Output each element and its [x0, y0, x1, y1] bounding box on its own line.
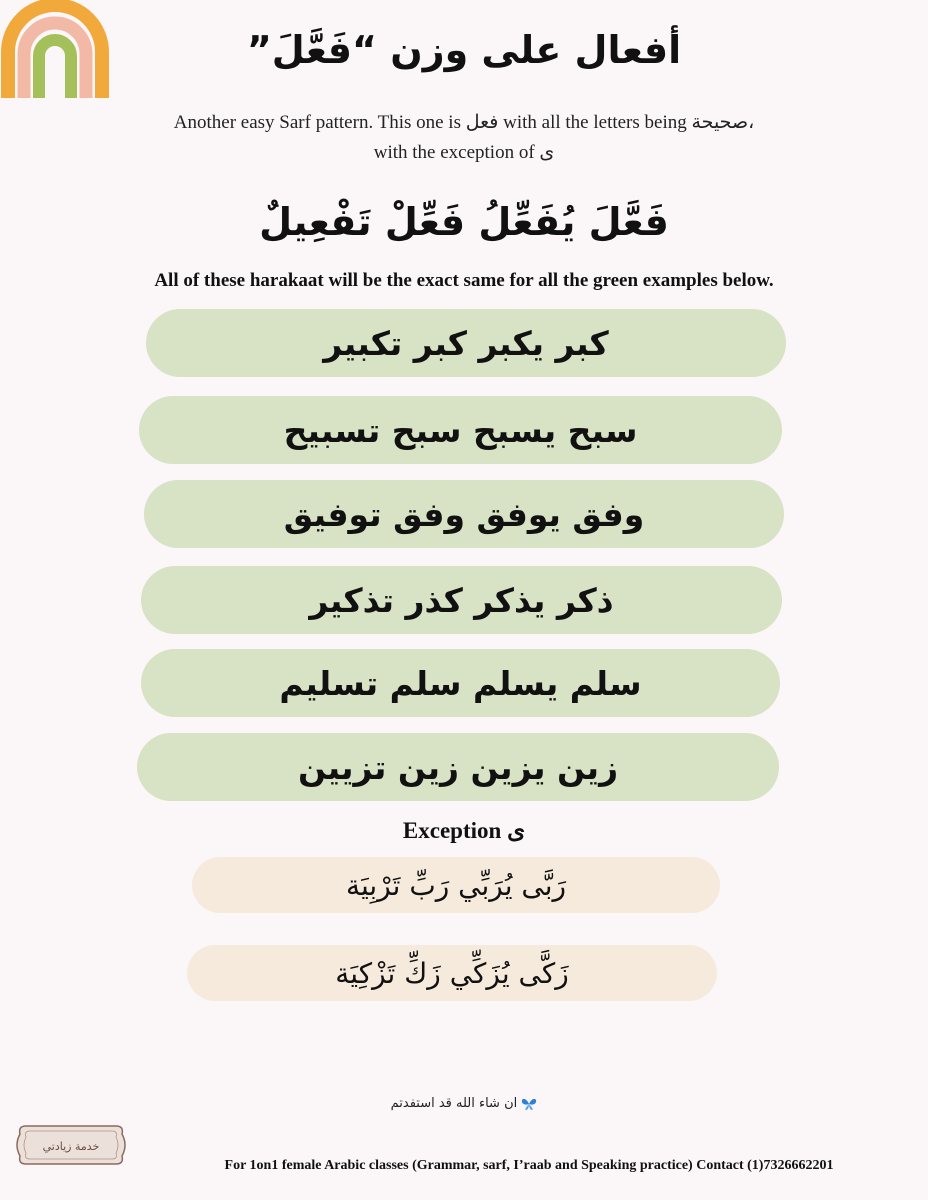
green-example-6: زين يزين زين تزيين: [137, 733, 779, 801]
intro-text: [90, 108, 838, 168]
butterfly-icon: [521, 1097, 537, 1111]
badge-text: خدمة زيادتي: [42, 1140, 100, 1153]
pattern-heading: فَعَّلَ يُفَعِّلُ فَعِّلْ تَفْعِيلٌ: [259, 200, 669, 244]
brand-badge-logo: [12, 1122, 130, 1168]
intro-line-1: Another easy Sarf pattern. This one is فعل with all the letters being صحيحة،: [173, 112, 755, 133]
contact-footer: For 1on1 female Arabic classes (Grammar, sarf, I’raab and Speaking practice) Contact (1)7326662201: [224, 1158, 834, 1173]
green-example-4: ذكر يذكر كذر تذكير: [141, 566, 782, 634]
green-example-5: سلم يسلم سلم تسليم: [141, 649, 780, 717]
exception-example-2: زَكَّى يُزَكِّي زَكِّ تَزْكِيَة: [187, 945, 717, 1001]
page-title: أفعال على وزن “فَعَّلَ”: [246, 28, 682, 72]
green-example-1: كبر يكبر كبر تكبير: [146, 309, 786, 377]
insha-allah-line: [0, 1096, 928, 1111]
green-example-2: سبح يسبح سبح تسبيح: [139, 396, 782, 464]
green-example-3: وفق يوفق وفق توفيق: [144, 480, 784, 548]
exception-example-1: رَبَّى يُرَبِّي رَبِّ تَرْبِيَة: [192, 857, 720, 913]
insha-allah-text: ان شاء الله قد استفدتم: [390, 1096, 518, 1111]
intro-line-2: with the exception of ى: [373, 142, 555, 163]
harakaat-note: All of these harakaat will be the exact same for all the green examples below.: [154, 270, 774, 291]
exception-heading: Exception ى: [402, 818, 526, 843]
